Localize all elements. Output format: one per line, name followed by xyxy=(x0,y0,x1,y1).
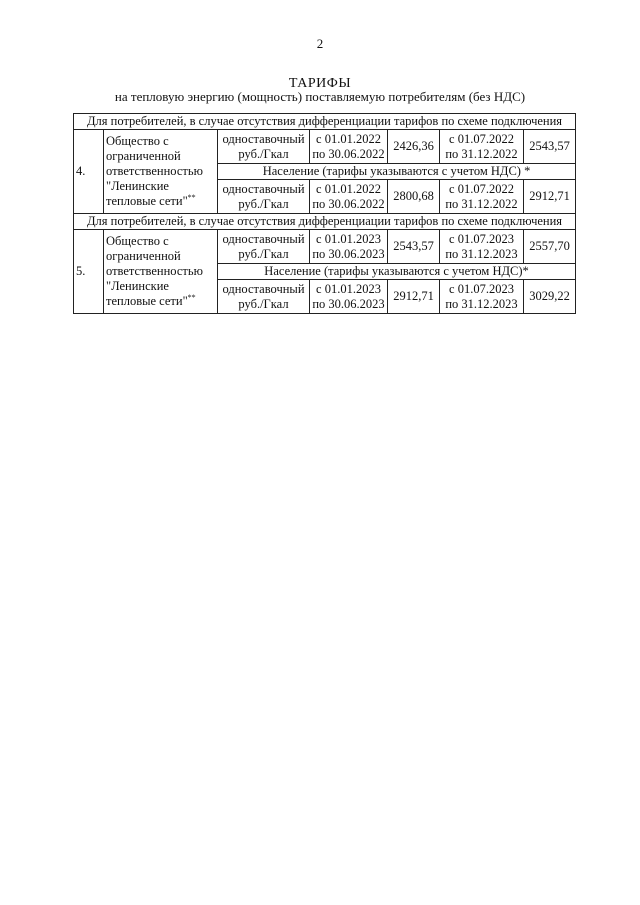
org-line: ограниченной xyxy=(106,249,181,263)
tariff-unit-line: руб./Гкал xyxy=(238,146,289,161)
period-end: по 30.06.2023 xyxy=(312,296,385,311)
org-line: Общество с xyxy=(106,134,169,148)
tariff-value: 2543,57 xyxy=(524,130,576,164)
tariff-type xyxy=(218,130,310,164)
section-band: Для потребителей, в случае отсутствия дифференциации тарифов по схеме подключения xyxy=(74,214,576,230)
org-line: "Ленинские xyxy=(106,279,169,293)
tariff-value: 2912,71 xyxy=(388,280,440,314)
period-second-half xyxy=(440,180,524,214)
footnote-mark: ** xyxy=(187,292,196,302)
period-start: с 01.01.2023 xyxy=(316,231,381,246)
section-band: Для потребителей, в случае отсутствия дифференциации тарифов по схеме подключения xyxy=(74,114,576,130)
period-end: по 31.12.2023 xyxy=(445,246,518,261)
org-line: ограниченной xyxy=(106,149,181,163)
section-band-row xyxy=(74,114,576,130)
tariff-value: 2800,68 xyxy=(388,180,440,214)
document-subtitle: на тепловую энергию (мощность) поставляемую потребителям (без НДС) xyxy=(114,89,526,104)
period-start: с 01.01.2022 xyxy=(316,181,381,196)
period-start: с 01.01.2023 xyxy=(316,281,381,296)
period-first-half xyxy=(310,230,388,264)
organization-name xyxy=(104,230,218,314)
org-line: Общество с xyxy=(106,234,169,248)
tariff-value: 2912,71 xyxy=(524,180,576,214)
tariff-type-line: одноставочный xyxy=(222,231,305,246)
population-label: Население (тарифы указываются с учетом НДС) * xyxy=(218,164,576,180)
period-second-half xyxy=(440,230,524,264)
tariff-type xyxy=(218,230,310,264)
org-line: тепловые сети" xyxy=(106,194,188,208)
period-first-half xyxy=(310,130,388,164)
document-title: ТАРИФЫ xyxy=(288,76,352,91)
page-number: 2 xyxy=(316,36,324,51)
org-line: тепловые сети" xyxy=(106,294,188,308)
period-start: с 01.07.2023 xyxy=(449,231,514,246)
period-second-half xyxy=(440,280,524,314)
period-end: по 31.12.2023 xyxy=(445,296,518,311)
tariff-row xyxy=(74,130,576,164)
footnote-mark: ** xyxy=(187,192,196,202)
period-first-half xyxy=(310,280,388,314)
tariff-value: 2557,70 xyxy=(524,230,576,264)
period-start: с 01.07.2023 xyxy=(449,281,514,296)
period-end: по 30.06.2022 xyxy=(312,146,385,161)
org-line: "Ленинские xyxy=(106,179,169,193)
organization-name xyxy=(104,130,218,214)
period-end: по 31.12.2022 xyxy=(445,196,518,211)
section-band-row xyxy=(74,214,576,230)
tariff-type-line: одноставочный xyxy=(222,181,305,196)
org-line: ответственностью xyxy=(106,164,203,178)
row-number: 5. xyxy=(74,230,104,314)
period-start: с 01.07.2022 xyxy=(449,131,514,146)
tariff-type-line: одноставочный xyxy=(222,281,305,296)
org-line: ответственностью xyxy=(106,264,203,278)
period-end: по 31.12.2022 xyxy=(445,146,518,161)
tariff-type xyxy=(218,180,310,214)
period-start: с 01.01.2022 xyxy=(316,131,381,146)
period-end: по 30.06.2023 xyxy=(312,246,385,261)
period-end: по 30.06.2022 xyxy=(312,196,385,211)
tariff-unit-line: руб./Гкал xyxy=(238,246,289,261)
period-second-half xyxy=(440,130,524,164)
tariff-type xyxy=(218,280,310,314)
period-start: с 01.07.2022 xyxy=(449,181,514,196)
tariff-type-line: одноставочный xyxy=(222,131,305,146)
tariff-unit-line: руб./Гкал xyxy=(238,196,289,211)
tariff-value: 2426,36 xyxy=(388,130,440,164)
tariff-unit-line: руб./Гкал xyxy=(238,296,289,311)
tariffs-table xyxy=(73,113,576,314)
row-number: 4. xyxy=(74,130,104,214)
period-first-half xyxy=(310,180,388,214)
population-label: Население (тарифы указываются с учетом НДС)* xyxy=(218,264,576,280)
tariff-value: 3029,22 xyxy=(524,280,576,314)
tariff-row xyxy=(74,230,576,264)
tariff-value: 2543,57 xyxy=(388,230,440,264)
